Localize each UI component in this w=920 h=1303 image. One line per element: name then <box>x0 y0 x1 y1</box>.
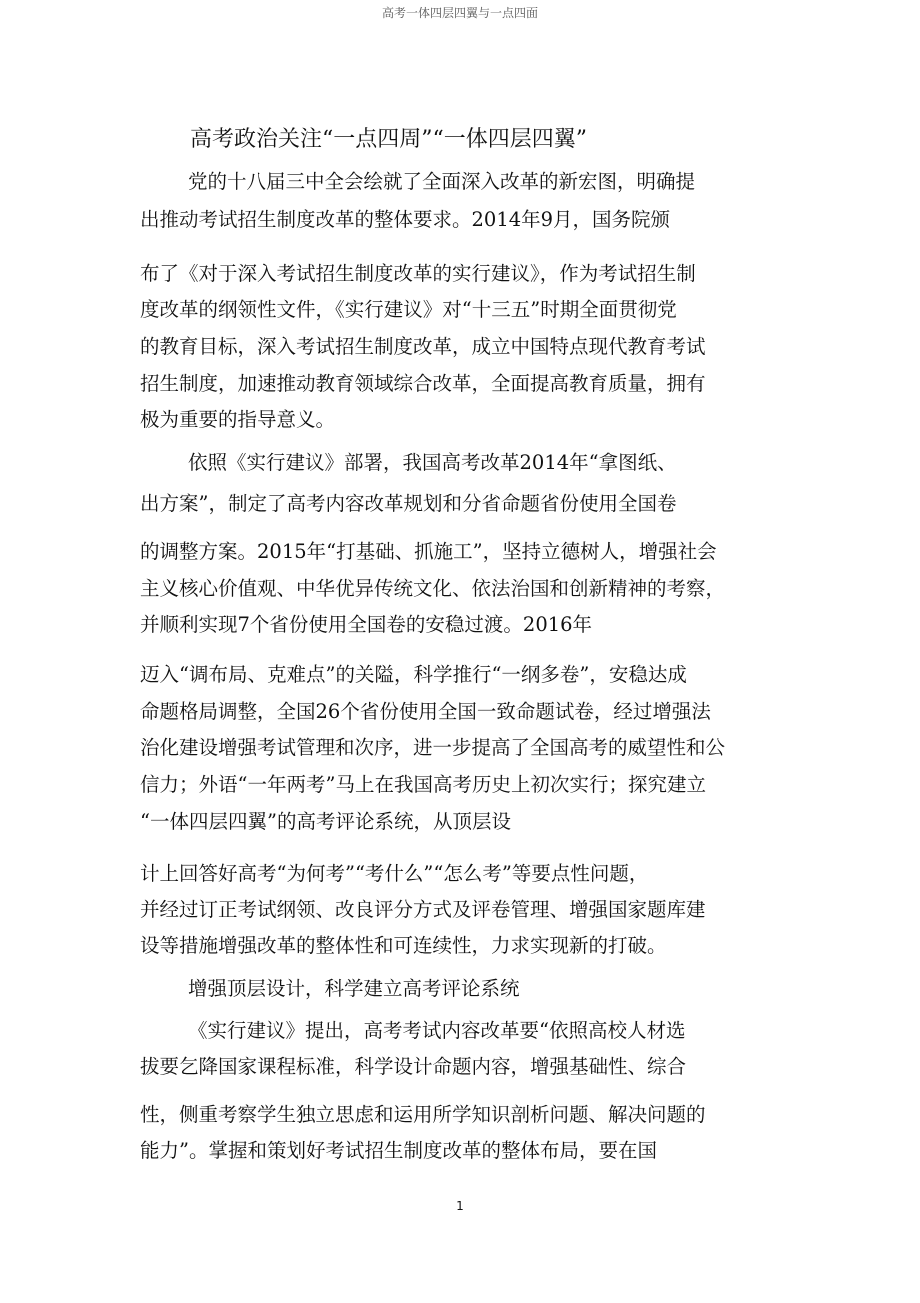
text-line: 《实行建议》提出，高考考试内容改革要“依照高校人材选 <box>188 1019 686 1042</box>
section-heading: 增强顶层设计，科学建立高考评论系统 <box>188 977 520 1000</box>
text-line: 依照《实行建议》部署，我国高考改革2014年“拿图纸、 <box>188 451 677 474</box>
text-line: 布了《对于深入考试招生制度改革的实行建议》，作为考试招生制 <box>140 262 696 285</box>
text-line: 性，侧重考察学生独立思虑和运用所学知识剖析问题、解决问题的 <box>140 1103 706 1126</box>
text-line: “一体四层四翼”的高考评论系统，从顶层设 <box>140 810 511 833</box>
page-header: 高考一体四层四翼与一点四面 <box>381 6 538 20</box>
text-line: 招生制度，加速推动教育领域综合改革，全面提高教育质量，拥有 <box>140 372 706 395</box>
text-line: 能力”。掌握和策划好考试招生制度改革的整体布局，要在国 <box>140 1139 657 1162</box>
text-line: 治化建设增强考试管理和次序，进一步提高了全国高考的威望性和公 <box>140 736 726 759</box>
text-line: 信力；外语“一年两考”马上在我国高考历史上初次实行；探究建立 <box>140 773 706 796</box>
document-title: 高考政治关注“一点四周”“一体四层四翼” <box>190 127 587 152</box>
text-line: 极为重要的指导意义。 <box>140 408 336 431</box>
text-line: 计上回答好高考“为何考”“考什么”“怎么考”等要点性问题， <box>140 862 649 885</box>
text-line: 并顺利实现7个省份使用全国卷的安稳过渡。2016年 <box>140 613 593 636</box>
text-line: 度改革的纲领性文件，《实行建议》对“十三五”时期全面贯彻党 <box>140 298 677 321</box>
text-line: 设等措施增强改革的整体性和可连续性，力求实现新的打破。 <box>140 934 667 957</box>
text-line: 迈入“调布局、克难点”的关隘，科学推行“一纲多卷”，安稳达成 <box>140 663 687 686</box>
page-number: 1 <box>456 1199 464 1213</box>
text-line: 命题格局调整，全国26个省份使用全国一致命题试卷，经过增强法 <box>140 700 711 723</box>
text-line: 主义核心价值观、中华优异传统文化、依法治国和创新精神的考察， <box>140 577 726 600</box>
text-line: 党的十八届三中全会绘就了全面深入改革的新宏图，明确提 <box>188 170 696 193</box>
text-line: 拔要乞降国家课程标准，科学设计命题内容，增强基础性、综合 <box>140 1055 687 1078</box>
text-line: 的教育目标，深入考试招生制度改革，成立中国特点现代教育考试 <box>140 335 706 358</box>
text-line: 出推动考试招生制度改革的整体要求。2014年9月，国务院颁 <box>140 208 671 231</box>
text-line: 并经过订正考试纲领、改良评分方式及评卷管理、增强国家题库建 <box>140 898 706 921</box>
text-line: 的调整方案。2015年“打基础、抓施工”，坚持立德树人，增强社会 <box>140 540 717 563</box>
text-line: 出方案”，制定了高考内容改革规划和分省命题省份使用全国卷 <box>140 492 677 515</box>
